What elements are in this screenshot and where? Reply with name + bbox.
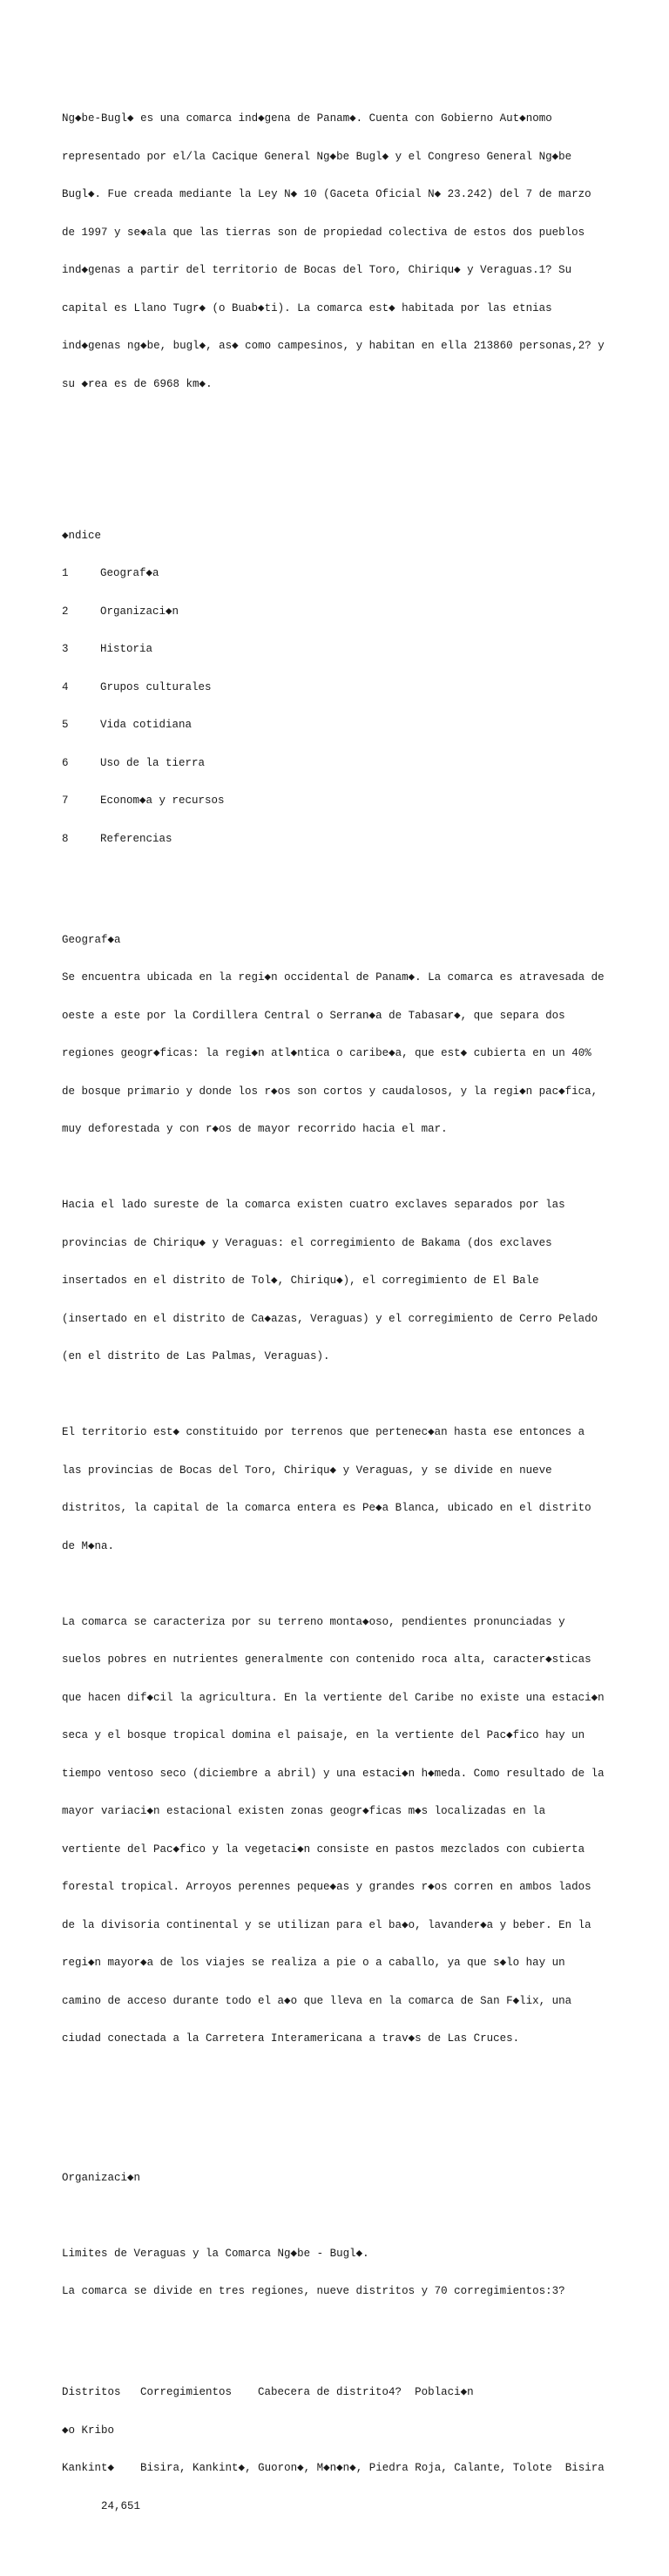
toc-item-label: Vida cotidiana xyxy=(100,719,193,731)
section-heading: Geograf◆a xyxy=(62,933,121,946)
toc-item xyxy=(62,833,619,846)
toc-item-label: Econom◆a y recursos xyxy=(100,794,225,807)
toc-item-number: 7 xyxy=(62,794,69,807)
text-line: Limites de Veraguas y la Comarca Ng◆be - Bugl◆. xyxy=(62,2247,369,2260)
text-line: forestal tropical. Arroyos perennes peque◆as y grandes r◆os corren en ambos lados xyxy=(62,1881,591,1893)
text-line: muy deforestada y con r◆os de mayor recorrido hacia el mar. xyxy=(62,1123,448,1135)
text-line: de bosque primario y donde los r◆os son cortos y caudalosos, y la regi◆n pac◆fica, xyxy=(62,1085,598,1098)
text-line: La comarca se divide en tres regiones, nueve distritos y 70 corregimientos:3? xyxy=(62,2285,565,2297)
text-line: Se encuentra ubicada en la regi◆n occidental de Panam◆. La comarca es atravesada de xyxy=(62,971,605,984)
toc-item xyxy=(62,643,619,656)
text-line: (insertado en el distrito de Ca◆azas, Veraguas) y el corregimiento de Cerro Pelado xyxy=(62,1312,598,1325)
toc-item-label: Organizaci◆n xyxy=(100,605,179,618)
text-line: distritos, la capital de la comarca entera es Pe◆a Blanca, ubicado en el distrito xyxy=(62,1502,591,1514)
spacer xyxy=(62,1389,619,1402)
text-line: vertiente del Pac◆fico y la vegetaci◆n consiste en pastos mezclados con cubierta xyxy=(62,1842,585,1856)
text-line: ind◆genas ng◆be, bugl◆, as◆ como campesinos, y habitan en ella 213860 personas,2? y xyxy=(62,340,605,352)
text-line: regiones geogr◆ficas: la regi◆n atl◆ntica o caribe◆a, que est◆ cubierta en un 40% xyxy=(62,1047,591,1059)
toc-item-number: 1 xyxy=(62,567,69,579)
spacer xyxy=(62,441,619,466)
text-line: de 1997 y se◆ala que las tierras son de propiedad colectiva de estos dos pueblos xyxy=(62,226,585,239)
text-line: que hacen dif◆cil la agricultura. En la vertiente del Caribe no existe una estaci◆n xyxy=(62,1691,605,1704)
toc-item xyxy=(62,757,619,770)
spacer xyxy=(62,2096,619,2109)
table-row: ◆o Kribo xyxy=(62,2424,115,2437)
districts-table xyxy=(62,2361,619,2538)
table-row: Kankint◆ Bisira, Kankint◆, Guoron◆, M◆n◆n◆, Piedra Roja, Calante, Tolote Bisira xyxy=(62,2462,605,2474)
toc-item-label: Grupos culturales xyxy=(100,680,212,693)
text-line: La comarca se caracteriza por su terreno monta◆oso, pendientes pronunciadas y xyxy=(62,1615,565,1628)
text-line: provincias de Chiriqu◆ y Veraguas: el corregimiento de Bakama (dos exclaves xyxy=(62,1236,552,1249)
document-body xyxy=(62,62,619,2576)
toc-item-number: 4 xyxy=(62,680,69,693)
toc-item xyxy=(62,681,619,694)
toc-item-label: Historia xyxy=(100,643,153,655)
toc-item xyxy=(62,605,619,619)
section-organizacion xyxy=(62,2147,619,2564)
toc-item-number: 5 xyxy=(62,719,69,731)
text-line: las provincias de Bocas del Toro, Chiriqu◆ y Veraguas, y se divide en nueve xyxy=(62,1464,552,1477)
text-line: regi◆n mayor◆a de los viajes se realiza a pie o a caballo, ya que s◆lo hay un xyxy=(62,1957,565,1969)
text-line: camino de acceso durante todo el a◆o que lleva en la comarca de San F◆lix, una xyxy=(62,1994,572,2007)
toc-item xyxy=(62,719,619,732)
text-line: suelos pobres en nutrientes generalmente con contenido roca alta, caracter◆sticas xyxy=(62,1653,591,1666)
section-geografia xyxy=(62,909,619,2071)
toc-item-number: 8 xyxy=(62,832,69,845)
text-line: tiempo ventoso seco (diciembre a abril) y una estaci◆n h◆meda. Como resultado de la xyxy=(62,1767,605,1780)
text-line: de la divisoria continental y se utilizan para el ba◆o, lavander◆a y beber. En la xyxy=(62,1918,591,1931)
text-line: ciudad conectada a la Carretera Interamericana a trav◆s de Las Cruces. xyxy=(62,2032,520,2045)
toc-item-label: Geograf◆a xyxy=(100,567,159,579)
intro-paragraph xyxy=(62,87,619,416)
toc-item xyxy=(62,567,619,580)
table-header-row: Distritos Corregimientos Cabecera de distrito4? Poblaci◆n xyxy=(62,2386,474,2398)
spacer xyxy=(62,2323,619,2336)
text-line: Hacia el lado sureste de la comarca existen cuatro exclaves separados por las xyxy=(62,1199,565,1211)
section-heading: Organizaci◆n xyxy=(62,2171,141,2184)
text-line: Bugl◆. Fue creada mediante la Ley N◆ 10 (Gaceta Oficial N◆ 23.242) del 7 de marzo xyxy=(62,188,591,200)
text-line: (en el distrito de Las Palmas, Veraguas). xyxy=(62,1350,330,1362)
table-of-contents xyxy=(62,504,619,871)
text-line: representado por el/la Cacique General Ng◆be Bugl◆ y el Congreso General Ng◆be xyxy=(62,150,572,163)
spacer xyxy=(62,1578,619,1591)
toc-item-number: 2 xyxy=(62,605,69,618)
text-line: mayor variaci◆n estacional existen zonas geogr◆ficas m◆s localizadas en la xyxy=(62,1805,546,1817)
table-row: 24,651 xyxy=(62,2499,141,2512)
toc-item xyxy=(62,794,619,808)
text-line: Ng◆be-Bugl◆ es una comarca ind◆gena de Panam◆. Cuenta con Gobierno Aut◆nomo xyxy=(62,112,552,125)
text-line: oeste a este por la Cordillera Central o Serran◆a de Tabasar◆, que separa dos xyxy=(62,1009,565,1022)
toc-item-label: Uso de la tierra xyxy=(100,756,206,769)
toc-item-label: Referencias xyxy=(100,832,172,845)
toc-heading: ◆ndice xyxy=(62,529,102,542)
text-line: seca y el bosque tropical domina el paisaje, en la vertiente del Pac◆fico hay un xyxy=(62,1729,585,1741)
text-line: ind◆genas a partir del territorio de Bocas del Toro, Chiriqu◆ y Veraguas.1? Su xyxy=(62,264,572,276)
text-line: su ◆rea es de 6968 km◆. xyxy=(62,377,213,390)
text-line: El territorio est◆ constituido por terrenos que pertenec◆an hasta ese entonces a xyxy=(62,1426,585,1438)
text-line: insertados en el distrito de Tol◆, Chiriqu◆), el corregimiento de El Bale xyxy=(62,1274,539,1287)
spacer xyxy=(62,1161,619,1174)
text-line: de M◆na. xyxy=(62,1539,115,1552)
spacer xyxy=(62,2209,619,2222)
toc-item-number: 3 xyxy=(62,643,69,655)
toc-item-number: 6 xyxy=(62,756,69,769)
text-line: capital es Llano Tugr◆ (o Buab◆ti). La comarca est◆ habitada por las etnias xyxy=(62,301,552,314)
